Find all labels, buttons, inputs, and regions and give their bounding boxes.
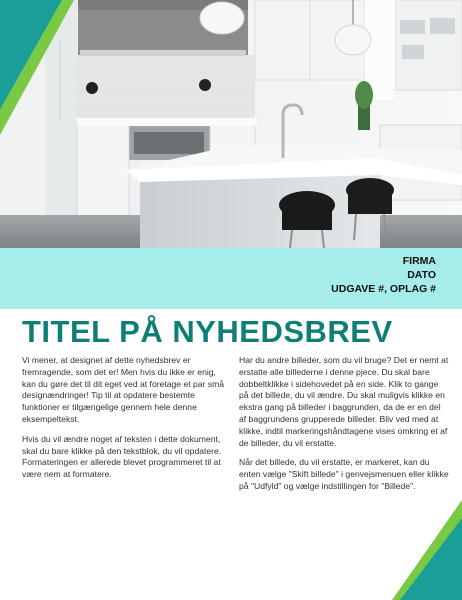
hero-image <box>0 0 462 248</box>
body-column-right <box>239 355 449 501</box>
issue-number: UDGAVE #, OPLAG # <box>331 283 436 295</box>
paragraph: Når det billede, du vil erstatte, er markeret, kan du enten vælge "Skift billede" i genvejsmenuen eller klikke på "Udfyld" og vælge indstillingen for "Billede". <box>239 457 449 491</box>
issue-date: DATO <box>407 269 436 281</box>
kitchen-photo <box>0 0 462 248</box>
company-name: FIRMA <box>402 255 436 267</box>
body-column-left <box>22 355 230 489</box>
corner-accent <box>392 500 462 600</box>
paragraph: Vi mener, at designet af dette nyhedsbrev er fremragende, som det er! Men hvis du ikke er enig, kan du gøre det til dit eget ved at foretage et par små designændringer! Tip til at opdatere bestemte funktioner er tilgængelige gennem hele denne eksempeltekst. <box>22 355 225 424</box>
newsletter-title: TITEL PÅ NYHEDSBREV <box>22 314 393 349</box>
masthead-info <box>331 254 436 296</box>
paragraph: Hvis du vil ændre noget af teksten i dette dokument, skal du bare klikke på den tekstblok, du vil opdatere. Formateringen er allerede blevet programmeret til at være nem at formatere. <box>22 433 222 480</box>
paragraph: Har du andre billeder, som du vil bruge? Det er nemt at erstatte alle billederne i denne pjece. Du skal bare dobbeltklikke i sidehovedet på en side. Klik to gange på det billede, du vil ændre. Du skal muligvis klikke en ekstra gang på billeder i baggrunden, da de er en del af baggrundens grupperede billeder. Bliv ved med at klikke, indtil markeringshåndtagene vises omkring et af de billeder, du vil erstatte. <box>239 355 449 448</box>
